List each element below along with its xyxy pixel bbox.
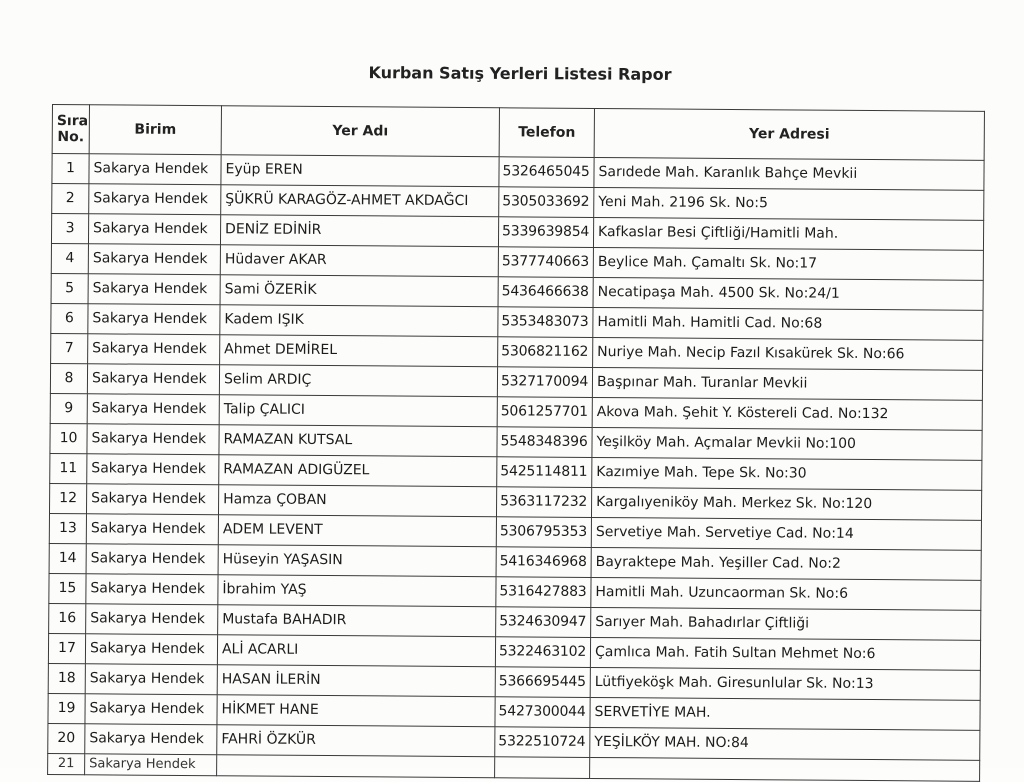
row-number: 9 [50,393,87,423]
row-yer-adresi: Lütfiyeköşk Mah. Giresunlular Sk. No:13 [590,667,980,700]
row-telefon: 5425114811 [497,457,592,488]
row-number: 17 [48,633,85,663]
row-birim: Sakarya Hendek [87,424,219,455]
report-table [47,104,985,782]
row-birim: Sakarya Hendek [87,454,219,485]
row-telefon: 5322463102 [495,637,590,668]
row-birim: Sakarya Hendek [89,184,221,215]
row-yer-adresi: Akova Mah. Şehit Y. Köstereli Cad. No:132 [592,397,982,430]
row-yer-adresi: Bayraktepe Mah. Yeşiller Cad. No:2 [591,547,981,580]
row-number: 2 [52,184,89,214]
table-body [48,154,985,782]
row-yer-adresi: Kargalıyeniköy Mah. Merkez Sk. No:120 [591,487,981,520]
row-number: 19 [48,693,85,723]
row-yer-adi: Ahmet DEMİREL [220,335,498,367]
row-number: 13 [49,513,86,543]
row-yer-adi: HASAN İLERİN [217,665,495,697]
row-birim: Sakarya Hendek [88,274,220,305]
row-yer-adresi: Yeni Mah. 2196 Sk. No:5 [594,187,984,220]
row-number: 6 [51,303,88,333]
row-birim: Sakarya Hendek [85,664,217,695]
row-birim: Sakarya Hendek [86,514,218,545]
row-yer-adresi: Hamitli Mah. Uzuncaorman Sk. No:6 [591,577,981,610]
row-birim: Sakarya Hendek [85,754,217,776]
row-number: 10 [50,423,87,453]
report-table-container [47,104,984,782]
row-number: 3 [51,214,88,244]
row-yer-adresi: Kazımiye Mah. Tepe Sk. No:30 [592,457,982,490]
row-telefon: 5427300044 [495,697,590,728]
row-yer-adresi: Kafkaslar Besi Çiftliği/Hamitli Mah. [593,217,983,250]
row-number: 12 [49,483,86,513]
row-birim: Sakarya Hendek [86,484,218,515]
row-telefon: 5353483073 [498,307,593,338]
row-birim: Sakarya Hendek [85,634,217,665]
row-yer-adi: ŞÜKRÜ KARAGÖZ-AHMET AKDAĞCI [221,185,499,217]
row-yer-adi: ALİ ACARLI [217,635,495,667]
row-telefon: 5305033692 [499,187,594,218]
row-number: 8 [50,363,87,393]
row-birim: Sakarya Hendek [88,304,220,335]
row-yer-adi: Eyüp EREN [221,155,499,187]
header-yer-adresi: Yer Adresi [594,108,984,160]
row-birim: Sakarya Hendek [86,544,218,575]
row-telefon: 5306795353 [496,517,591,548]
row-yer-adresi: Hamitli Mah. Hamitli Cad. No:68 [593,307,983,340]
row-yer-adi: HİKMET HANE [217,695,495,727]
row-yer-adresi: Yeşilköy Mah. Açmalar Mevkii No:100 [592,427,982,460]
row-yer-adresi: YEŞİLKÖY MAH. NO:84 [590,727,980,760]
row-yer-adresi: Sarıdede Mah. Karanlık Bahçe Mevkii [594,157,984,190]
row-birim: Sakarya Hendek [86,574,218,605]
row-number: 11 [50,453,87,483]
row-yer-adi: Selim ARDIÇ [219,365,497,397]
row-number: 14 [49,543,86,573]
row-yer-adresi [590,757,980,781]
row-yer-adi [217,755,495,778]
table-header-row [52,105,984,161]
row-birim: Sakarya Hendek [88,214,220,245]
row-telefon: 5363117232 [496,487,591,518]
row-yer-adresi: SERVETİYE MAH. [590,697,980,730]
row-yer-adresi: Beylice Mah. Çamaltı Sk. No:17 [593,247,983,280]
row-yer-adi: FAHRİ ÖZKÜR [217,725,495,757]
row-number: 1 [52,154,89,184]
row-telefon: 5548348396 [497,427,592,458]
row-yer-adi: Hüseyin YAŞASIN [218,545,496,577]
row-telefon: 5326465045 [499,157,594,188]
row-yer-adi: Kadem IŞIK [220,305,498,337]
row-telefon: 5316427883 [496,577,591,608]
row-yer-adi: Hamza ÇOBAN [218,485,496,517]
row-yer-adi: Sami ÖZERİK [220,275,498,307]
row-yer-adi: Hüdaver AKAR [220,245,498,277]
row-yer-adresi: Nuriye Mah. Necip Fazıl Kısakürek Sk. No:66 [593,337,983,370]
row-birim: Sakarya Hendek [87,364,219,395]
row-number: 7 [51,333,88,363]
header-birim: Birim [89,105,221,155]
header-sira-no: Sıra No. [52,105,89,154]
row-birim: Sakarya Hendek [86,604,218,635]
row-yer-adresi: Sarıyer Mah. Bahadırlar Çiftliği [591,607,981,640]
header-yer-adi: Yer Adı [221,106,499,157]
row-number: 18 [48,663,85,693]
row-telefon: 5377740663 [498,247,593,278]
row-telefon: 5416346968 [496,547,591,578]
row-birim: Sakarya Hendek [88,244,220,275]
row-birim: Sakarya Hendek [87,394,219,425]
row-birim: Sakarya Hendek [89,154,221,185]
row-birim: Sakarya Hendek [88,334,220,365]
row-telefon: 5306821162 [498,337,593,368]
row-number: 20 [48,723,85,753]
report-title: Kurban Satış Yerleri Listesi Rapor [368,63,672,84]
row-yer-adi: İbrahim YAŞ [218,575,496,607]
row-number: 16 [49,603,86,633]
row-telefon: 5061257701 [497,397,592,428]
row-yer-adresi: Çamlıca Mah. Fatih Sultan Mehmet No:6 [590,637,980,670]
header-telefon: Telefon [499,108,594,158]
row-birim: Sakarya Hendek [85,694,217,725]
row-telefon: 5322510724 [495,727,590,758]
row-telefon: 5366695445 [495,667,590,698]
row-number: 15 [49,573,86,603]
row-yer-adi: Talip ÇALICI [219,395,497,427]
row-number: 5 [51,273,88,303]
row-number: 21 [48,753,85,774]
row-telefon: 5339639854 [498,217,593,248]
row-yer-adresi: Servetiye Mah. Servetiye Cad. No:14 [591,517,981,550]
row-telefon: 5436466638 [498,277,593,308]
row-yer-adresi: Başpınar Mah. Turanlar Mevkii [592,367,982,400]
row-yer-adi: Mustafa BAHADIR [218,605,496,637]
row-yer-adi: RAMAZAN ADIGÜZEL [219,455,497,487]
row-yer-adi: ADEM LEVENT [218,515,496,547]
row-telefon: 5324630947 [496,607,591,638]
row-birim: Sakarya Hendek [85,724,217,755]
row-yer-adi: DENİZ EDİNİR [220,215,498,247]
row-number: 4 [51,243,88,273]
row-telefon: 5327170094 [497,367,592,398]
row-yer-adi: RAMAZAN KUTSAL [219,425,497,457]
row-yer-adresi: Necatipaşa Mah. 4500 Sk. No:24/1 [593,277,983,310]
